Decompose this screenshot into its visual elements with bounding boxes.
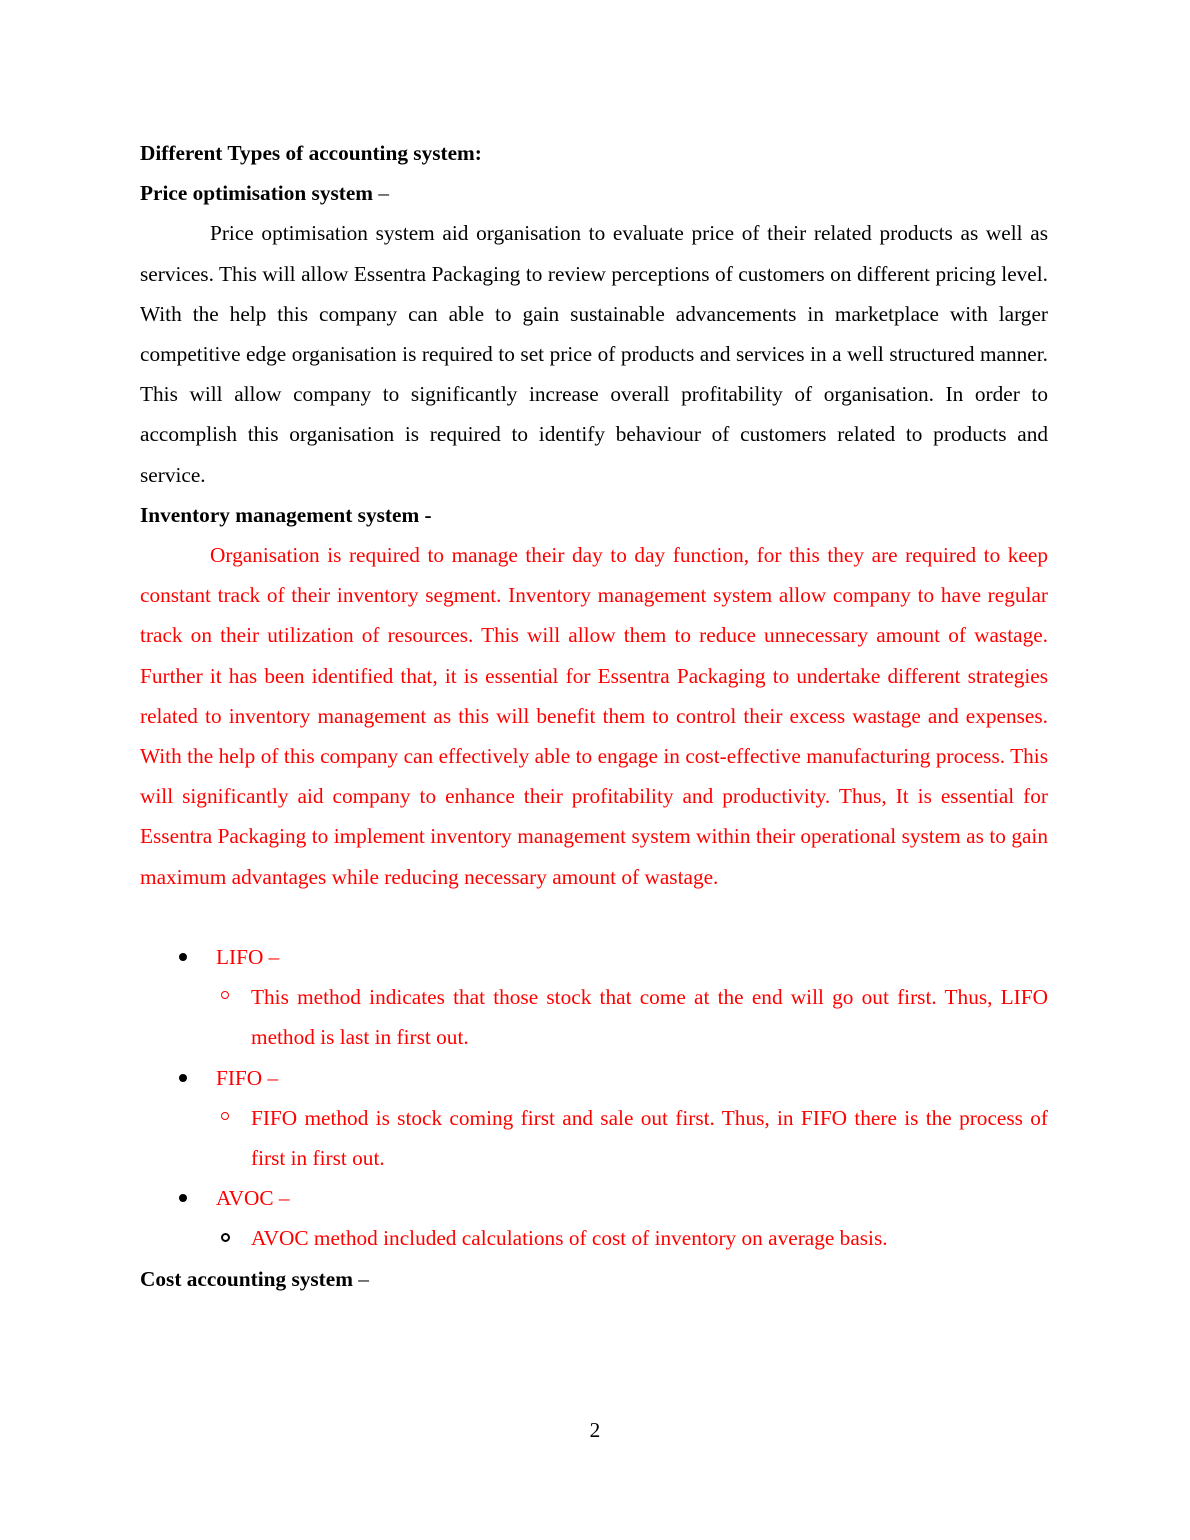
inventory-management-heading: Inventory management system - [140, 502, 432, 527]
fifo-label: FIFO – [216, 1065, 279, 1090]
list-subitem-avoc [140, 1218, 1048, 1258]
lifo-detail: This method indicates that those stock that come at the end will go out first. Thus, LIFO method is last in first out. [251, 985, 1048, 1050]
hollow-circle-bullet-icon [221, 1112, 229, 1120]
avoc-detail: AVOC method included calculations of cost of inventory on average basis. [251, 1226, 888, 1251]
cost-heading-dash: – [352, 1266, 369, 1291]
avoc-label: AVOC – [216, 1186, 290, 1211]
page-content [140, 133, 1048, 1299]
list-item-avoc [140, 1178, 1048, 1218]
fifo-detail: FIFO method is stock coming first and sale out first. Thus, in FIFO there is the process of first in first out. [251, 1105, 1048, 1171]
price-optimisation-paragraph: Price optimisation system aid organisation to evaluate price of their related products as well as services. This will allow Essentra Packaging to review perceptions of customers on different pricing level. With the help this company can able to gain sustainable advancements in marketplace with larger competitive edge organisation is required to set price of products and services in a well structured manner. This will allow company to significantly increase overall profitability of organisation. In order to accomplish this organisation is required to identify behaviour of customers related to products and service. [140, 221, 1048, 487]
bullet-icon [179, 1194, 187, 1202]
price-optimisation-heading [140, 173, 1048, 213]
hollow-circle-bullet-icon [221, 991, 229, 999]
price-heading-dash: – [373, 181, 390, 206]
hollow-circle-bullet-icon [221, 1233, 230, 1242]
inventory-management-paragraph: Organisation is required to manage their day to day function, for this they are required to keep constant track of their inventory segment. Inventory management system allow company to have regular track on their utilization of resources. This will allow them to reduce unnecessary amount of wastage. Further it has been identified that, it is essential for Essentra Packaging to undertake different strategies related to inventory management as this will benefit them to control their excess wastage and expenses. With the help of this company can effectively able to engage in cost-effective manufacturing process. This will significantly aid company to enhance their profitability and productivity. Thus, It is essential for Essentra Packaging to implement inventory management system within their operational system as to gain maximum advantages while reducing necessary amount of wastage. [140, 543, 1048, 889]
price-heading-text: Price optimisation system [140, 181, 374, 206]
page-number: 2 [589, 1418, 601, 1442]
document-title: Different Types of accounting system: [140, 141, 482, 165]
bullet-icon [179, 1074, 187, 1082]
blank-line [140, 897, 1048, 937]
cost-heading-text: Cost accounting system [140, 1266, 353, 1291]
bullet-icon [179, 953, 187, 961]
cost-accounting-heading [140, 1259, 1048, 1299]
list-item-fifo [140, 1058, 1048, 1098]
list-subitem-lifo [140, 977, 1048, 1057]
lifo-label: LIFO – [216, 945, 280, 970]
list-subitem-fifo [140, 1098, 1048, 1178]
list-item-lifo [140, 937, 1048, 977]
